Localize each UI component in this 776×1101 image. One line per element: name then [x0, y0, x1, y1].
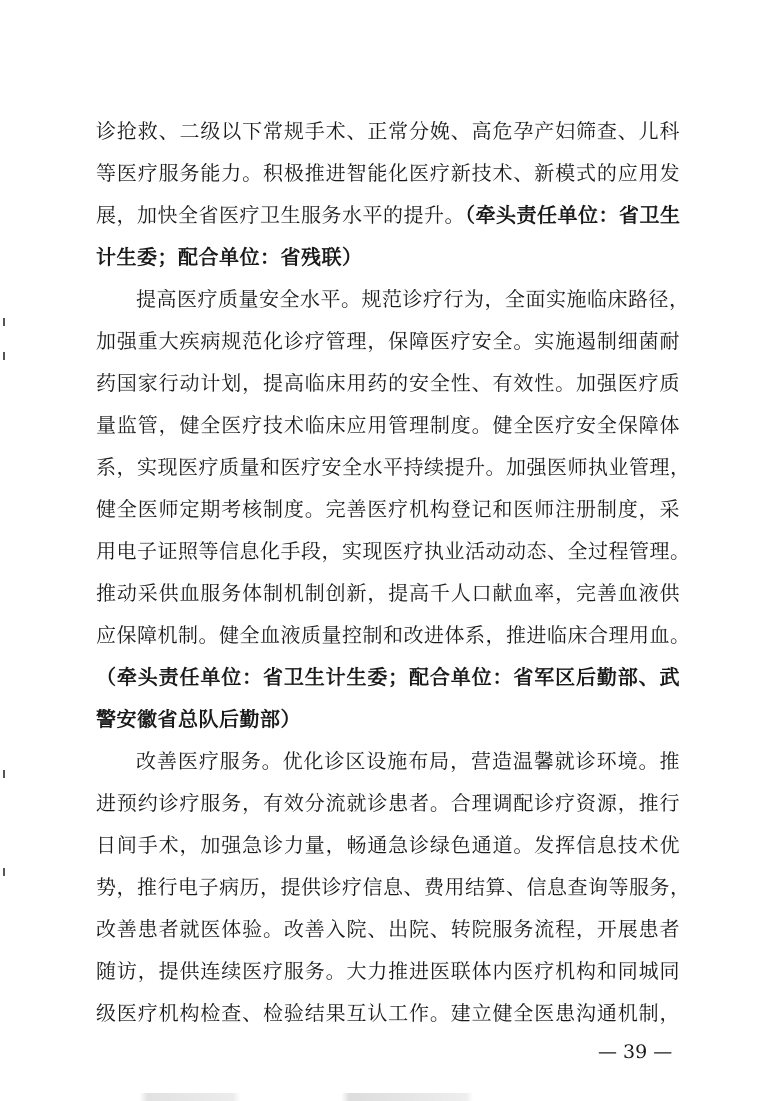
paragraph-2-line-6 — [96, 492, 680, 526]
paragraph-2-line-3 — [96, 366, 680, 400]
line-text: 用电子证照等信息化手段，实现医疗执业活动动态、全过程管理。 — [96, 539, 691, 563]
responsibility-note: （牵头责任单位：省卫生 — [465, 203, 681, 227]
line-text: 推动采供血服务体制机制创新，提高千人口献血率，完善血液供 — [96, 581, 680, 605]
paragraph-3-line-4 — [96, 870, 691, 904]
paragraph-3-line-7 — [96, 996, 680, 1030]
line-text: 诊抢救、二级以下常规手术、正常分娩、高危孕产妇筛查、儿科 — [96, 119, 680, 143]
line-text: 加强重大疾病规范化诊疗管理，保障医疗安全。实施遏制细菌耐 — [96, 329, 680, 353]
margin-scan-mark — [3, 352, 5, 360]
line-text: 展，加快全省医疗卫生服务水平的提升。 — [96, 203, 465, 227]
paragraph-3-line-1 — [136, 744, 680, 778]
paragraph-3-line-5 — [96, 912, 680, 946]
bottom-scan-edge — [0, 1093, 776, 1101]
paragraph-2-line-1 — [136, 282, 690, 316]
margin-scan-mark — [3, 868, 5, 876]
margin-scan-mark — [3, 770, 5, 778]
margin-scan-mark — [3, 318, 5, 326]
line-text: 势，推行电子病历，提供诊疗信息、费用结算、信息查询等服务， — [96, 875, 691, 899]
paragraph-1-line-2 — [96, 156, 680, 190]
paragraph-3-line-6 — [96, 954, 680, 988]
paragraph-2-line-9 — [96, 618, 691, 652]
line-text: 改善患者就医体验。改善入院、出院、转院服务流程，开展患者 — [96, 917, 680, 941]
line-text: 日间手术，加强急诊力量，畅通急诊绿色通道。发挥信息技术优 — [96, 833, 680, 857]
responsibility-note: （牵头责任单位：省卫生计生委；配合单位：省军区后勤部、武 — [96, 665, 680, 689]
paragraph-3-line-2 — [96, 786, 680, 820]
paragraph-1-line-1 — [96, 114, 680, 148]
paragraph-2-line-8 — [96, 576, 680, 610]
paragraph-2-line-11 — [96, 702, 680, 736]
paragraph-2-line-4 — [96, 408, 680, 442]
paragraph-2-line-10 — [96, 660, 680, 694]
responsibility-note: 计生委；配合单位：省残联） — [96, 245, 363, 269]
line-text: 随访，提供连续医疗服务。大力推进医联体内医疗机构和同城同 — [96, 959, 680, 983]
line-text: 进预约诊疗服务，有效分流就诊患者。合理调配诊疗资源，推行 — [96, 791, 680, 815]
line-text: 应保障机制。健全血液质量控制和改进体系，推进临床合理用血。 — [96, 623, 691, 647]
paragraph-2-line-2 — [96, 324, 680, 358]
paragraph-3-line-3 — [96, 828, 680, 862]
paragraph-2-line-7 — [96, 534, 691, 568]
paragraph-1-line-4 — [96, 240, 680, 274]
paragraph-2-line-5 — [96, 450, 691, 484]
responsibility-note: 警安徽省总队后勤部） — [96, 707, 301, 731]
line-text: 药国家行动计划，提高临床用药的安全性、有效性。加强医疗质 — [96, 371, 680, 395]
page-number: — 39 — — [598, 1041, 673, 1063]
line-text: 量监管，健全医疗技术临床应用管理制度。健全医疗安全保障体 — [96, 413, 680, 437]
line-text: 提高医疗质量安全水平。规范诊疗行为，全面实施临床路径， — [136, 287, 690, 311]
paragraph-1-line-3 — [96, 198, 680, 232]
line-text: 改善医疗服务。优化诊区设施布局，营造温馨就诊环境。推 — [136, 749, 680, 773]
line-text: 健全医师定期考核制度。完善医疗机构登记和医师注册制度，采 — [96, 497, 680, 521]
line-text: 级医疗机构检查、检验结果互认工作。建立健全医患沟通机制， — [96, 1001, 680, 1025]
line-text: 等医疗服务能力。积极推进智能化医疗新技术、新模式的应用发 — [96, 161, 680, 185]
line-text: 系，实现医疗质量和医疗安全水平持续提升。加强医师执业管理， — [96, 455, 691, 479]
